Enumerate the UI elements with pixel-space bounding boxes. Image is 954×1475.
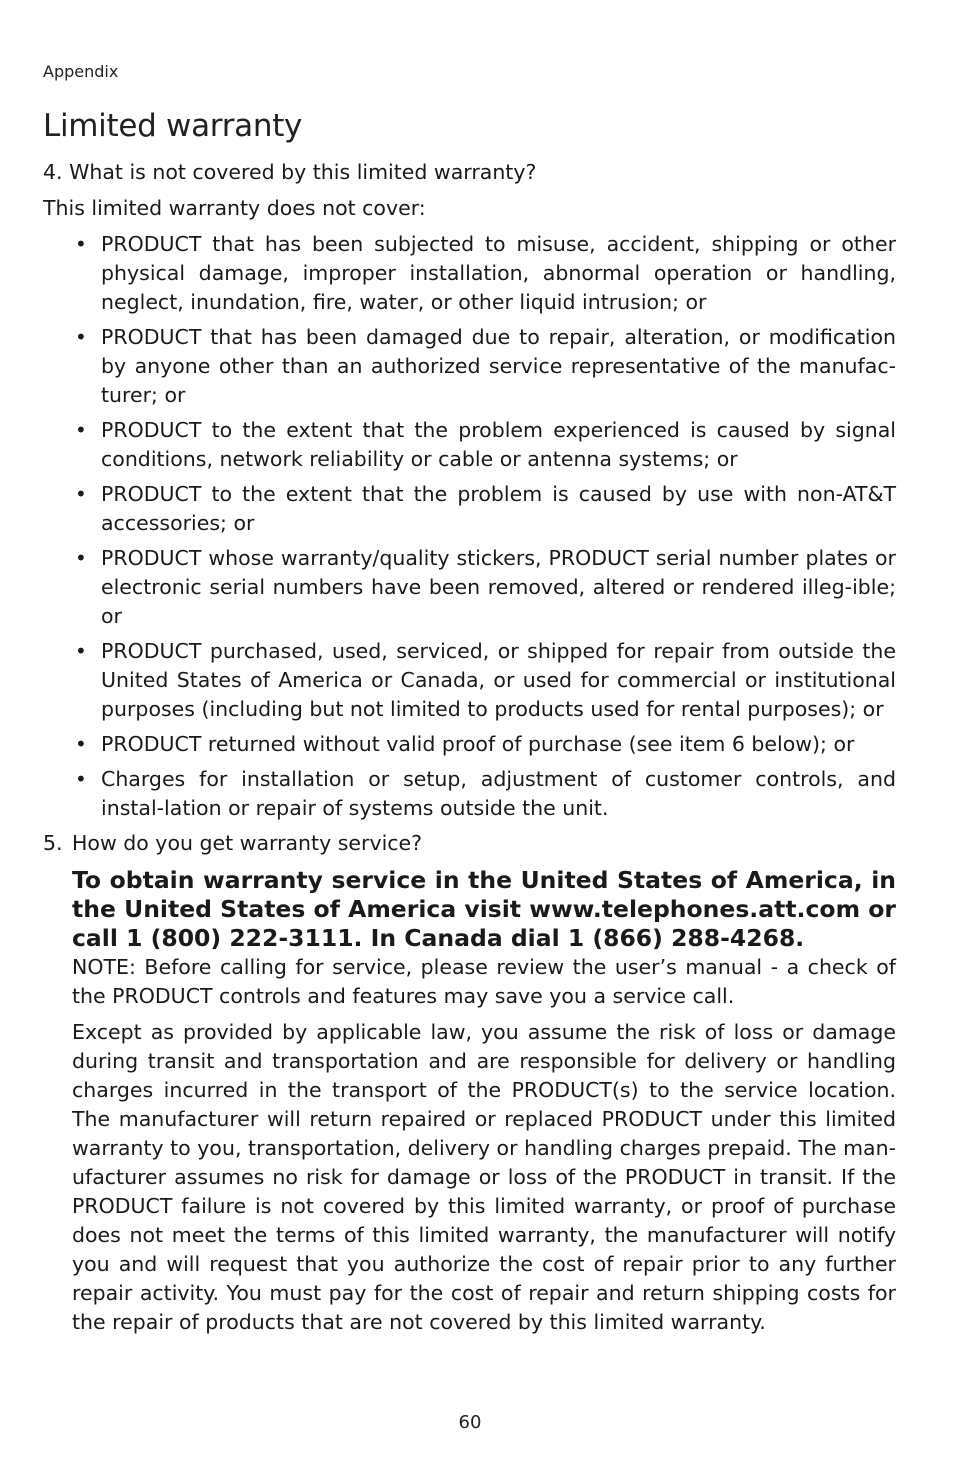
transport-paragraph: Except as provided by applicable law, you assume the risk of loss or damage during transit and transportation and are responsible for delivery or handling charges incurred in the transport of the PRODUCT(s) to the service location. The manufacturer will return repaired or replaced PRODUCT under this limited warranty to you, transportation, delivery or handling charges prepaid. The man-ufacturer assumes no risk for damage or loss of the PRODUCT in transit. If the PRODUCT failure is not covered by this limited warranty, or proof of purchase does not meet the terms of this limited warranty, the manufacturer will notify you and will request that you authorize the cost of repair prior to any further repair activity. You must pay for the cost of repair and return shipping costs for the repair of products that are not covered by this limited warranty. [72,1020,896,1334]
bullet-icon: • [75,482,87,506]
question-4-intro: This limited warranty does not cover: [43,196,426,220]
bullet-icon: • [75,232,87,256]
bullet-icon: • [75,767,87,791]
list-item: • PRODUCT returned without valid proof of purchase (see item 6 below); or [101,730,896,759]
question-5-text: How do you get warranty service? [72,831,423,855]
bullet-icon: • [75,639,87,663]
list-item: • PRODUCT whose warranty/quality stickers, PRODUCT serial number plates or electronic serial numbers have been removed, altered or rendered illeg-ible; or [75,546,896,628]
bullet-icon: • [75,546,87,570]
bullet-icon: • [75,418,87,442]
section-label: Appendix [43,62,119,81]
bullet-icon: • [75,325,87,349]
list-item: • PRODUCT to the extent that the problem experienced is caused by signal conditions, network reliability or cable or antenna systems; or [75,418,896,471]
list-item: • PRODUCT to the extent that the problem is caused by use with non-AT&T accessories; or [75,482,896,535]
list-item: • Charges for installation or setup, adjustment of customer controls, and instal-lation or repair of systems outside the unit. [75,767,896,820]
warranty-content [43,158,896,1337]
list-item: • PRODUCT that has been subjected to misuse, accident, shipping or other physical damage, improper installation, abnormal operation or handling, neglect, inundation, fire, water, or other liquid intrusion; or [75,232,896,314]
question-4-heading: 4. What is not covered by this limited warranty? [43,160,537,184]
page-number: 60 [458,1412,482,1433]
bullet-icon: • [75,732,87,756]
exclusions-list [43,230,896,823]
page-title: Limited warranty [43,108,303,144]
question-5-body [43,866,896,1337]
service-contact-text: To obtain warranty service in the United States of America, in the United States of America visit www.telephones.att.com or call 1 (800) 222-3111. In Canada dial 1 (866) 288-4268. [72,866,896,952]
list-item: • PRODUCT that has been damaged due to repair, alteration, or modification by anyone other than an authorized service representative of the manufac-turer; or [75,325,896,407]
service-note: NOTE: Before calling for service, please review the user’s manual - a check of the PRODUCT controls and features may save you a service call. [72,955,896,1008]
question-5-number: 5. [43,831,63,855]
list-item: • PRODUCT purchased, used, serviced, or shipped for repair from outside the United States of America or Canada, or used for commercial or institutional purposes (including but not limited to products used for rental purposes); or [75,639,896,721]
question-5-heading [43,829,896,858]
